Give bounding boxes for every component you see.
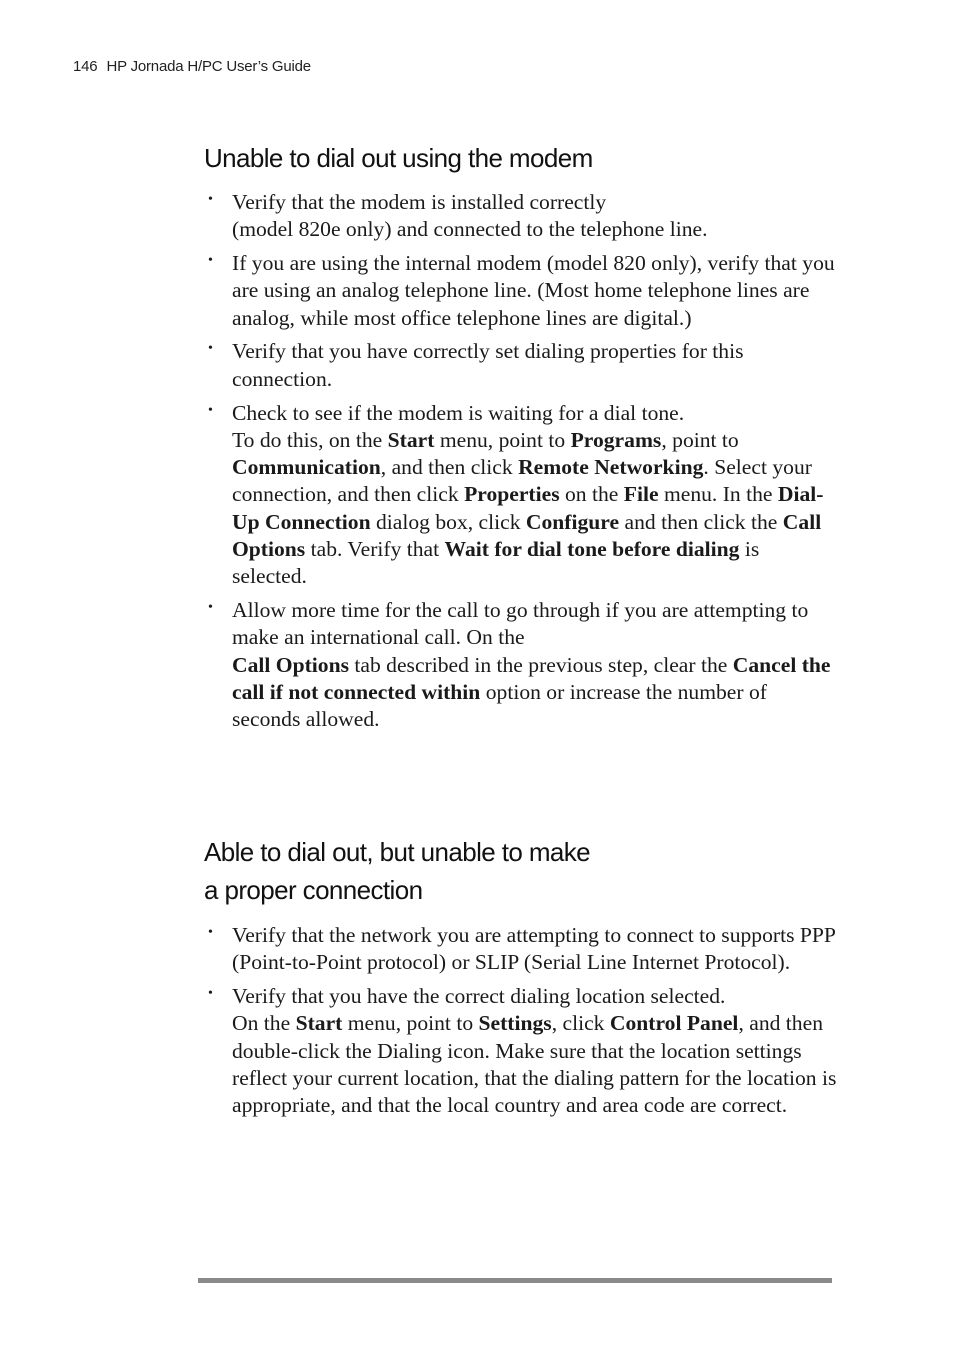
troubleshooting-list-modem	[207, 189, 839, 740]
bold-term: Configure	[525, 509, 620, 534]
bold-term: Control Panel	[609, 1011, 739, 1036]
bullet-dot-icon: •	[208, 402, 213, 418]
text-run: , and then click	[380, 455, 519, 480]
text-run: (model 820e only) and connected to the telephone line.	[232, 217, 708, 242]
text-run: To do this, on the	[232, 427, 388, 452]
text-run: Verify that you have the correct dialing location selected.	[232, 984, 726, 1009]
text-run: tab described in the previous step, clear the	[349, 652, 733, 677]
bold-term: Programs	[570, 427, 662, 452]
text-run: , click	[551, 1011, 610, 1036]
footer-rule	[198, 1278, 832, 1283]
bullet-item	[207, 983, 839, 1119]
text-run: option or increase the number of seconds allowed.	[232, 680, 767, 732]
bullet-item	[207, 189, 839, 244]
bullet-dot-icon: •	[208, 253, 213, 269]
bold-term: Call Options	[232, 652, 349, 677]
bold-term: Communication	[232, 455, 381, 480]
bold-term: Call Options	[232, 509, 822, 562]
text-run: , point to	[661, 427, 739, 452]
text-run: . Select your connection, and then click	[232, 455, 812, 507]
text-run: , and then double-click the Dialing icon. Make sure that the location settings reflect your current location, that the dialing pattern for the location is appropriate, and that the local country and area code are correct.	[232, 1011, 837, 1118]
text-run: menu, point to	[342, 1011, 479, 1036]
book-title: HP Jornada H/PC User’s Guide	[106, 58, 311, 75]
text-run: on the	[559, 482, 624, 507]
bold-term: Start	[387, 427, 435, 452]
running-header	[73, 58, 311, 75]
text-run: Check to see if the modem is waiting for a dial tone.	[232, 400, 685, 425]
text-run: Verify that the modem is installed correctly	[232, 190, 607, 214]
bold-term: Settings	[478, 1011, 552, 1036]
section-heading-connection	[204, 833, 590, 909]
bullet-dot-icon: •	[208, 341, 213, 357]
bold-term: Cancel the call if not connected within	[232, 652, 831, 705]
text-run: menu. In the	[658, 482, 778, 507]
bullet-item	[207, 597, 839, 733]
heading-line: a proper connection	[204, 875, 423, 905]
bold-term: Wait for dial tone before dialing	[444, 537, 740, 562]
text-run: dialog box, click	[370, 509, 526, 534]
bullet-dot-icon: •	[208, 986, 213, 1002]
bullet-item	[207, 338, 839, 393]
bold-term: File	[623, 482, 659, 507]
text-run: If you are using the internal modem (model 820 only), verify that you are using an analog telephone line. (Most home telephone lines are analog, while most office telephone lines are digital.)	[232, 251, 835, 330]
text-run: tab. Verify that	[305, 537, 445, 562]
bullet-dot-icon: •	[208, 192, 213, 207]
heading-line: Able to dial out, but unable to make	[204, 837, 591, 867]
text-run: is selected.	[232, 537, 760, 589]
page-number: 146	[73, 58, 98, 75]
text-run: Verify that you have correctly set dialing properties for this connection.	[232, 339, 744, 391]
bullet-dot-icon: •	[208, 925, 213, 940]
text-run: Allow more time for the call to go through if you are attempting to make an international call. On the	[232, 598, 809, 650]
text-run: On the	[232, 1011, 296, 1036]
bullet-item	[207, 250, 839, 332]
bold-term: Remote Networking	[518, 455, 704, 480]
bold-term: Start	[295, 1011, 343, 1036]
bullet-dot-icon: •	[208, 600, 213, 616]
heading-line: Unable to dial out using the modem	[204, 143, 593, 173]
text-run: and then click the	[619, 509, 783, 534]
bullet-item	[207, 922, 839, 977]
bold-term: Properties	[464, 482, 560, 507]
bold-term: Dial-Up Connection	[232, 482, 824, 534]
text-run: Verify that the network you are attempting to connect to supports PPP (Point-to-Point protocol) or SLIP (Serial Line Internet Protocol).	[232, 923, 836, 975]
bullet-item	[207, 400, 839, 591]
troubleshooting-list-connection	[207, 922, 839, 1126]
section-heading-modem	[204, 139, 593, 177]
text-run: menu, point to	[434, 427, 571, 452]
